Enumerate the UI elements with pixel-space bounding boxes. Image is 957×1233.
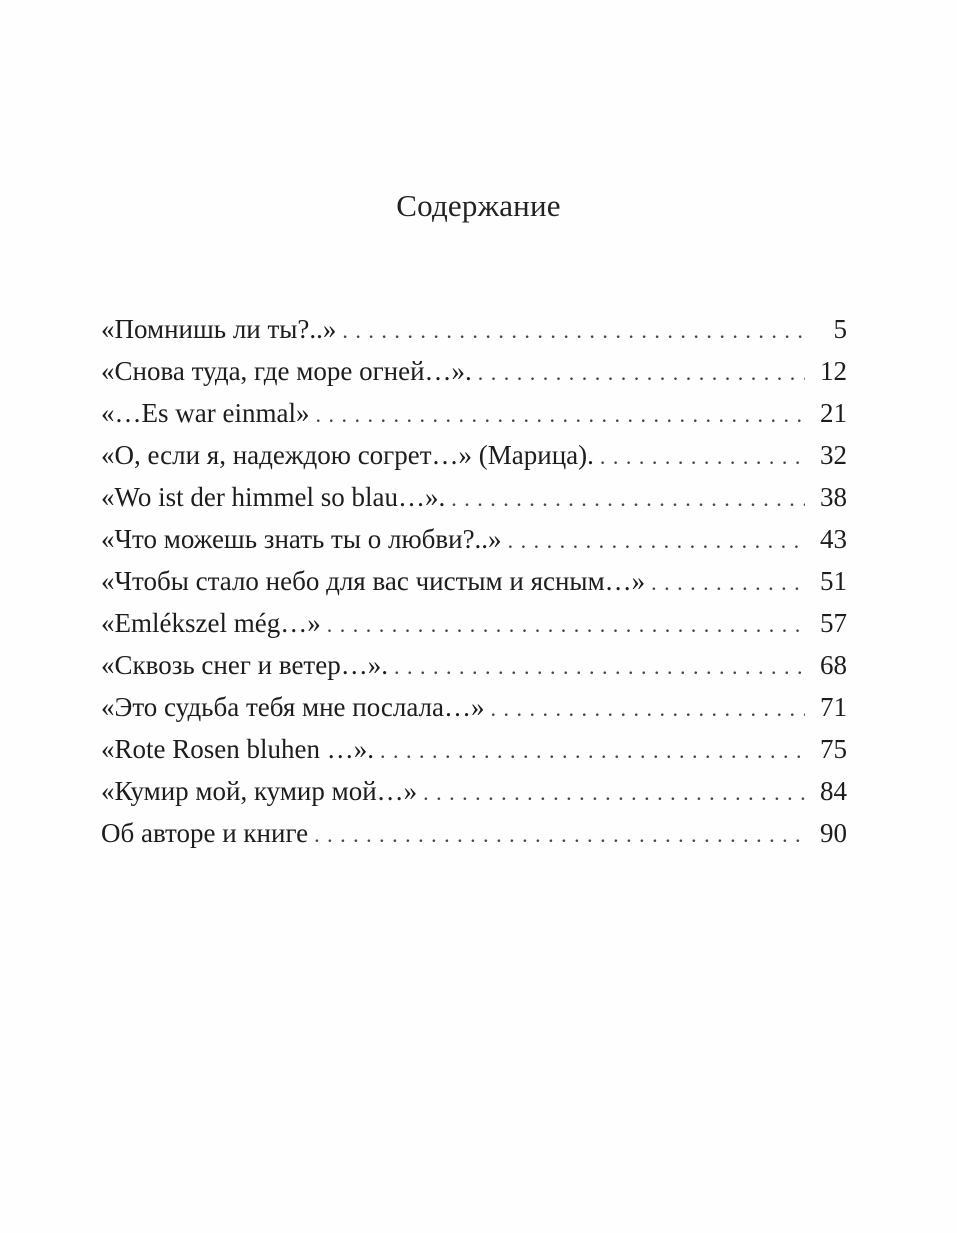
toc-entry	[101, 602, 847, 644]
toc-entry-page: 68	[820, 650, 847, 680]
toc-entry-page: 71	[820, 692, 847, 722]
page-title: Содержание	[396, 188, 561, 223]
dot-leader	[600, 436, 805, 478]
toc-entry	[101, 770, 847, 812]
dot-leader	[508, 520, 805, 562]
toc-entry-title: «Что можешь знать ты о любви?..»	[101, 524, 502, 554]
toc-entry-title: «Wo ist der himmel so blau…».	[101, 482, 446, 512]
toc-entry	[101, 560, 847, 602]
dot-leader	[380, 730, 805, 772]
table-of-contents	[101, 308, 847, 854]
dot-leader	[451, 478, 805, 520]
toc-entry-page: 38	[820, 482, 847, 512]
toc-entry-page: 5	[833, 314, 847, 344]
toc-entry-page: 84	[820, 776, 847, 806]
toc-entry-page: 32	[820, 440, 847, 470]
dot-leader	[327, 604, 805, 646]
toc-entry-title: «Сквозь снег и ветер…».	[101, 650, 388, 680]
dot-leader	[314, 814, 805, 856]
toc-entry	[101, 434, 847, 476]
toc-entry-title: «Rote Rosen bluhen …».	[101, 734, 374, 764]
toc-entry-page: 57	[820, 608, 847, 638]
toc-entry-title: «Помнишь ли ты?..»	[101, 314, 337, 344]
dot-leader	[491, 688, 805, 730]
toc-entry-title: «Это судьба тебя мне послала…»	[101, 692, 485, 722]
toc-entry-title: Об авторе и книге	[101, 818, 309, 848]
toc-entry	[101, 350, 847, 392]
dot-leader	[342, 310, 805, 352]
toc-entry-page: 21	[820, 398, 847, 428]
toc-entry-page: 43	[820, 524, 847, 554]
dot-leader	[423, 772, 805, 814]
dot-leader	[315, 394, 805, 436]
dot-leader	[478, 352, 805, 394]
toc-entry	[101, 476, 847, 518]
toc-entry	[101, 728, 847, 770]
toc-entry-title: «Чтобы стало небо для вас чистым и ясным…»	[101, 566, 646, 596]
toc-entry-page: 12	[820, 356, 847, 386]
toc-entry-title: «…Es war einmal»	[101, 398, 310, 428]
toc-entry-title: «О, если я, надеждою согрет…» (Марица).	[101, 440, 594, 470]
toc-entry-page: 75	[820, 734, 847, 764]
toc-entry-page: 51	[820, 566, 847, 596]
toc-entry	[101, 686, 847, 728]
toc-entry	[101, 308, 847, 350]
toc-entry-title: «Снова туда, где море огней…».	[101, 356, 472, 386]
toc-entry-title: «Кумир мой, кумир мой…»	[101, 776, 418, 806]
toc-entry-title: «Emlékszel még…»	[101, 608, 321, 638]
toc-entry	[101, 812, 847, 854]
toc-entry	[101, 518, 847, 560]
dot-leader	[394, 646, 805, 688]
toc-entry	[101, 392, 847, 434]
toc-entry	[101, 644, 847, 686]
toc-entry-page: 90	[820, 818, 847, 848]
dot-leader	[651, 562, 805, 604]
